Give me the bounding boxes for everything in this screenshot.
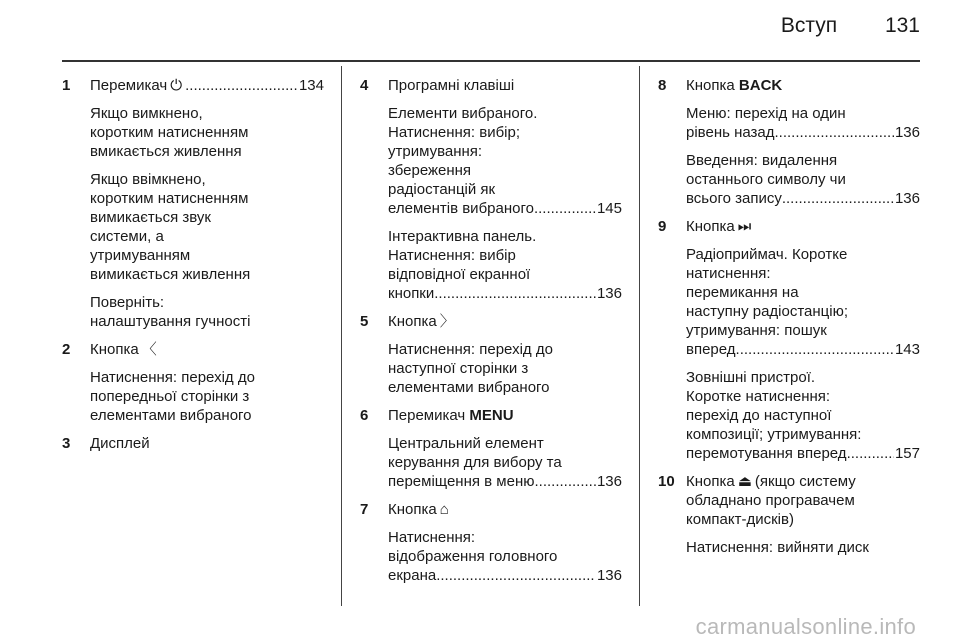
paragraph: Натиснення: перехід до наступної сторінки з елементами вибраного [388,341,553,396]
column-1 [62,76,324,462]
paragraph: Центральний елемент керування для вибору та переміщення в меню ..... 136 [388,434,622,491]
column-divider [341,66,342,606]
item-6 [360,406,622,491]
chevron-left-icon: 〈 [141,341,157,358]
item-label: Перемикач [388,407,466,424]
page-ref: 136 [894,124,920,141]
item-label: Кнопка [90,341,139,358]
page-ref: 143 [894,341,920,358]
page-ref: 145 [596,200,622,217]
item-label: Кнопка [686,218,735,235]
item-number: 8 [658,77,667,94]
paragraph: Інтерактивна панель. Натиснення: вибір відповідної екранної кнопки ..... 136 [388,227,622,303]
item-label: Кнопка [388,501,437,518]
home-icon: ⌂ [439,501,449,518]
chevron-right-icon: 〉 [439,313,455,330]
item-number: 10 [658,473,675,490]
power-icon: ⏻ [170,77,183,94]
item-label: Кнопка [686,473,735,490]
item-number: 4 [360,77,369,94]
item-4 [360,76,622,303]
item-number: 9 [658,218,667,235]
paragraph: Меню: перехід на один рівень назад ..... 136 [686,104,920,142]
item-number: 3 [62,435,71,452]
item-label: Дисплей [90,435,150,452]
item-5 [360,312,622,397]
paragraph: Введення: видалення останнього символу чи всього запису ..... 136 [686,151,920,208]
item-number: 2 [62,341,71,358]
paragraph: Якщо ввімкнено, коротким натисненням вимикається звук системи, а утримуванням вимикається живлення [90,171,251,283]
item-label: Перемикач [90,77,168,94]
column-3 [658,76,920,566]
paragraph: Зовнішні пристрої. Коротке натиснення: перехід до наступної композиції; утримування: перемотування вперед ..... 157 [686,368,920,463]
eject-icon: ⏏ [737,473,752,490]
item-number: 7 [360,501,369,518]
item-1 [62,76,324,331]
page-number: 131 [884,14,920,37]
item-8 [658,76,920,208]
item-9 [658,217,920,463]
paragraph: Поверніть: налаштування гучності [90,294,251,330]
paragraph: Елементи вибраного. Натиснення: вибір; утримування: збереження радіостанцій як елементів вибраного ..... 145 [388,104,622,218]
section-title: Вступ [780,14,838,37]
paragraph: Радіоприймач. Коротке натиснення: перемикання на наступну радіостанцію; утримування: пошук вперед ..... 143 [686,245,920,359]
item-number: 1 [62,77,71,94]
paragraph: Натиснення: відображення головного екрана ..... 136 [388,528,622,585]
paragraph: Натиснення: перехід до попередньої сторінки з елементами вибраного [90,369,255,424]
item-number: 6 [360,407,369,424]
item-number: 5 [360,313,369,330]
paragraph: Натиснення: вийняти диск [686,539,869,556]
item-10: 10 Кнопка ⏏ (якщо систему обладнано програвачем компакт-дисків) Натиснення: вийняти диск [658,472,920,557]
menu-label: MENU [469,407,514,424]
page-ref: 136 [596,285,622,302]
page-header [781,14,920,38]
header-rule [62,60,920,62]
item-label: Програмні клавіші [388,77,515,94]
column-divider [639,66,640,606]
page-ref: 136 [596,567,622,584]
watermark: carmanualsonline.info [695,614,916,639]
item-7 [360,500,622,585]
back-label: BACK [738,77,783,94]
item-label: Кнопка [388,313,437,330]
paragraph: Якщо вимкнено, коротким натисненням вмикається живлення [90,105,249,160]
page-ref: 134 [298,77,324,94]
page-ref: 136 [596,473,622,490]
item-3 [62,434,324,453]
item-2 [62,340,324,425]
page-ref: 136 [894,190,920,207]
page-ref: 157 [894,445,920,462]
skip-forward-icon: ⏭ [737,218,752,235]
column-2 [360,76,622,594]
item-label: Кнопка [686,77,735,94]
